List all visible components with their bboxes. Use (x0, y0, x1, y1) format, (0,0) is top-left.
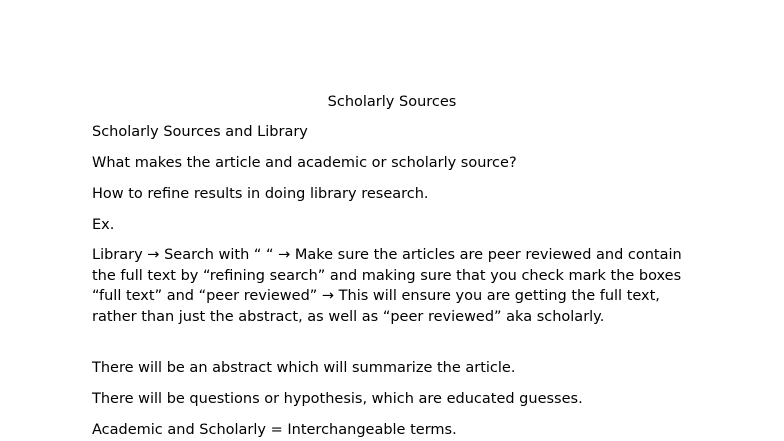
paragraph-terms: Academic and Scholarly = Interchangeable terms. (92, 422, 457, 438)
paragraph-question: What makes the article and academic or scholarly source? (92, 155, 517, 171)
paragraph-example-label: Ex. (92, 217, 115, 233)
page-title: Scholarly Sources (327, 94, 457, 110)
paragraph-hypothesis: There will be questions or hypothesis, which are educated guesses. (92, 391, 583, 407)
paragraph-heading: Scholarly Sources and Library (92, 124, 308, 140)
paragraph-library-steps: Library → Search with “ “ → Make sure the articles are peer reviewed and contain the full text by “refining search” and making sure that you check mark the boxes “full text” and “peer reviewed” → This will ensure you are getting the full text, rather than just the abstract, as well as “peer reviewed” aka scholarly. (92, 247, 682, 326)
paragraph-refine: How to refine results in doing library research. (92, 186, 429, 202)
paragraph-abstract: There will be an abstract which will summarize the article. (92, 360, 516, 376)
